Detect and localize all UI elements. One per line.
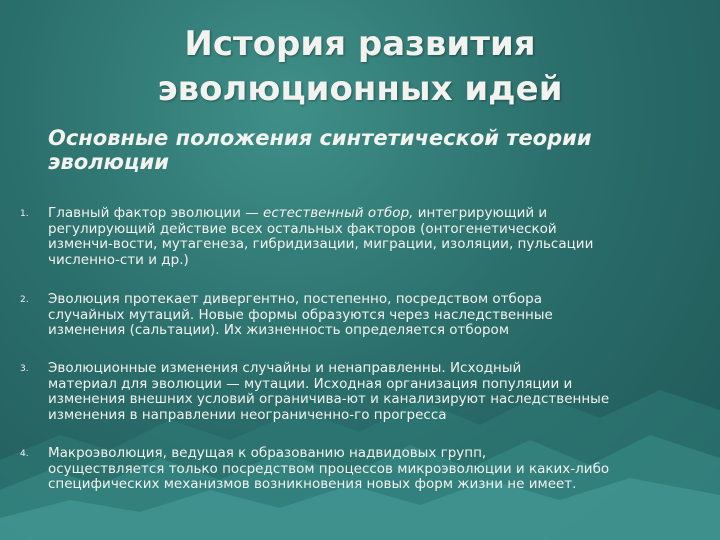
text-line: численно-сти и др.) xyxy=(48,251,189,268)
text-line: изменения внешних условий ограничива-ют и канализируют наследственные xyxy=(48,391,610,407)
text-line: специфических механизмов возникновения новых форм жизни не имеет. xyxy=(48,476,577,492)
text-line: Эволюция протекает дивергентно, постепенно, посредством отбора xyxy=(48,291,542,307)
list-item-number: 1. xyxy=(20,209,29,219)
text-line: регулирующий действие всех остальных факторов (онтогенетической xyxy=(48,220,557,237)
title-line-2: эволюционных идей xyxy=(157,69,563,109)
text-line xyxy=(48,206,696,222)
list-item-number: 3. xyxy=(20,364,29,374)
list-item-text xyxy=(48,206,696,268)
subtitle-line-2: эволюции xyxy=(48,150,169,174)
slide-title xyxy=(110,22,610,112)
title-line-1: История развития xyxy=(184,24,536,64)
text-line: изменчи-вости, мутагенеза, гибридизации, миграции, изоляции, пульсации xyxy=(48,236,594,252)
list-item-text xyxy=(48,292,696,339)
list-item-text xyxy=(48,361,696,423)
subtitle-line-1: Основные положения синтетической теории xyxy=(48,126,592,150)
list-item-number: 2. xyxy=(20,295,29,305)
text-line: Макроэволюция, ведущая к образованию надвидовых групп, xyxy=(48,445,487,461)
slide-subtitle xyxy=(48,126,698,174)
list-item-number: 4. xyxy=(20,449,29,459)
text-line: случайных мутаций. Новые формы образуются через наследственные xyxy=(48,306,553,323)
text-fragment: Главный фактор эволюции — xyxy=(48,205,264,221)
text-line: изменения в направлении неограниченно-го прогресса xyxy=(48,406,447,423)
text-fragment: интегрирующий и xyxy=(413,205,548,221)
emphasis-text: естественный отбор, xyxy=(263,205,414,221)
list-item-text xyxy=(48,446,696,493)
text-line: материал для эволюции — мутации. Исходная организация популяции и xyxy=(48,375,573,392)
text-line: изменения (сальтации). Их жизненность определяется отбором xyxy=(48,322,510,338)
text-line: осуществляется только посредством процессов микроэволюции и каких-либо xyxy=(48,460,610,477)
text-line: Эволюционные изменения случайны и ненаправленны. Исходный xyxy=(48,360,522,376)
